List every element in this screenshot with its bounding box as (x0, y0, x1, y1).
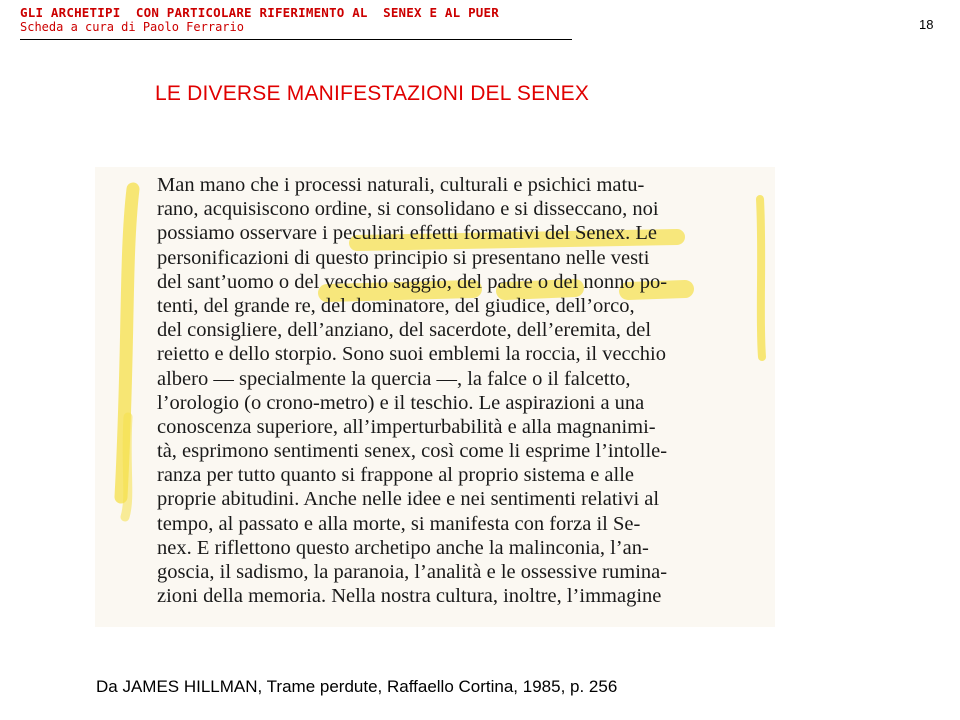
scanned-text-line: zioni della memoria. Nella nostra cultura, inoltre, l’immagine (157, 585, 662, 608)
scanned-text-line: albero — specialmente la quercia —, la falce o il falcetto, (157, 367, 631, 390)
scanned-text-line: ranza per tutto quanto si frappone al proprio sistema e alle (157, 464, 635, 487)
margin-highlight-right (760, 199, 762, 357)
scanned-text-line: Man mano che i processi naturali, culturali e psichici matu- (157, 174, 645, 196)
header-subtitle: Scheda a cura di Paolo Ferrario (20, 20, 244, 34)
header-title: GLI ARCHETIPI CON PARTICOLARE RIFERIMENTO AL SENEX E AL PUER (20, 5, 499, 20)
scanned-text-line: tempo, al passato e alla morte, si manifesta con forza il Se- (157, 512, 641, 535)
scanned-text-line: reietto e dello storpio. Sono suoi emblemi la roccia, il vecchio (157, 343, 666, 366)
scanned-text-line: tà, esprimono sentimenti senex, così come li esprime l’intolle- (157, 440, 668, 463)
scanned-text-block (157, 173, 757, 608)
scanned-text-line: rano, acquisiscono ordine, si consolidano e si disseccano, noi (157, 198, 659, 221)
source-caption: Da JAMES HILLMAN, Trame perdute, Raffaello Cortina, 1985, p. 256 (96, 677, 618, 696)
margin-highlight-bottom-left (125, 417, 128, 517)
scanned-text-line: del sant’uomo o del vecchio saggio, del padre o del nonno po- (157, 270, 668, 293)
scanned-text-line: l’orologio (o crono-metro) e il teschio. Le aspirazioni a una (157, 391, 645, 414)
page-number: 18 (919, 17, 934, 32)
scanned-text-line: personificazioni di questo principio si presentano nelle vesti (157, 246, 650, 269)
scanned-text-line: conoscenza superiore, all’imperturbabilità e alla magnanimi- (157, 415, 656, 438)
scanned-text-line: proprie abitudini. Anche nelle idee e nei sentimenti relativi al (157, 488, 660, 511)
scanned-book-page (95, 167, 775, 627)
slide-title: LE DIVERSE MANIFESTAZIONI DEL SENEX (155, 82, 590, 105)
scanned-text-line: goscia, il sadismo, la paranoia, l’analità e le ossessive rumina- (157, 561, 668, 583)
scanned-text-line: tenti, del grande re, del dominatore, del giudice, dell’orco, (157, 294, 635, 317)
scanned-text-line: del consigliere, dell’anziano, del sacerdote, dell’eremita, del (157, 319, 652, 342)
scanned-text-line: nex. E riflettono questo archetipo anche la malinconia, l’an- (157, 536, 649, 559)
scanned-text-line: possiamo osservare i peculiari effetti formativi del Senex. Le (157, 222, 657, 245)
document-header (20, 5, 572, 40)
